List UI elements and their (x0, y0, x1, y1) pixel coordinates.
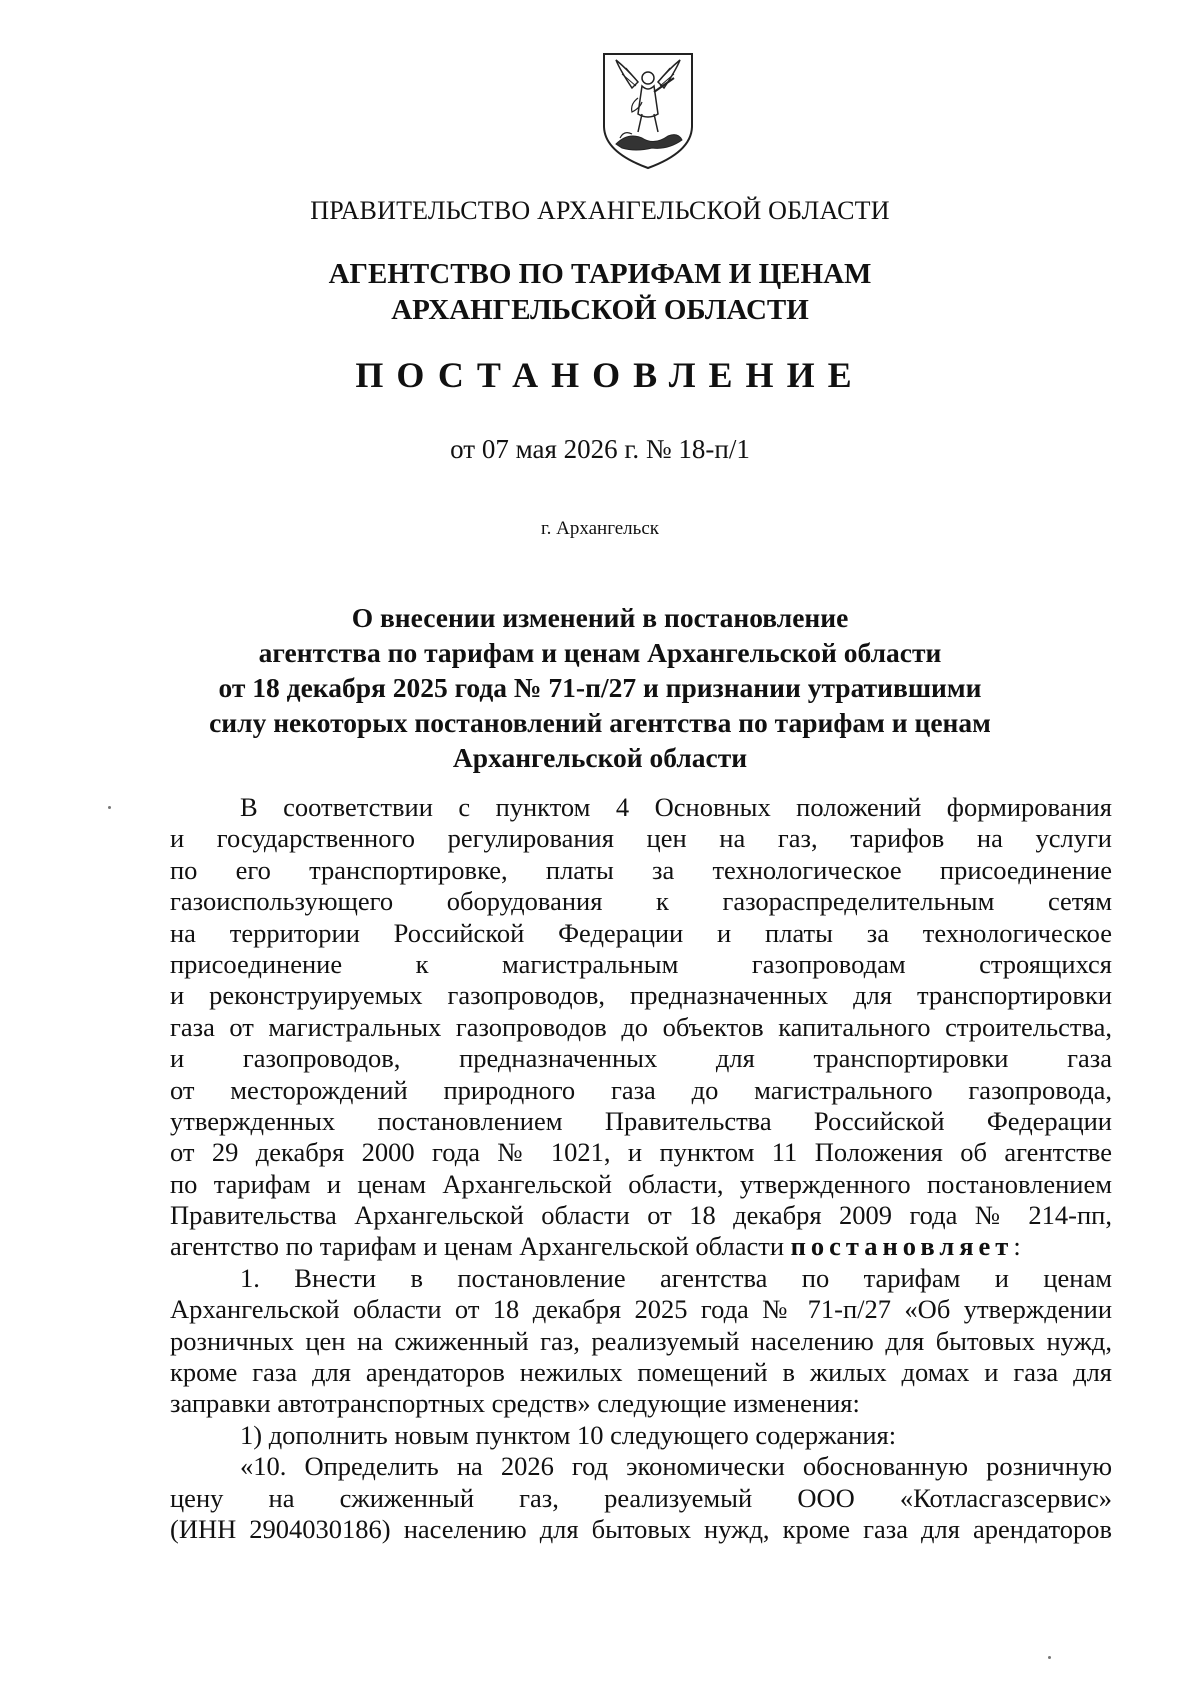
government-name: ПРАВИТЕЛЬСТВО АРХАНГЕЛЬСКОЙ ОБЛАСТИ (310, 196, 890, 225)
body-line: по тарифам и ценам Архангельской области, утвержденного постановлением (170, 1168, 1112, 1199)
body-line: и государственного регулирования цен на газ, тарифов на услуги (170, 823, 1112, 854)
resolves-colon: : (1013, 1231, 1021, 1262)
agency-name (0, 256, 1200, 328)
document-type: ПОСТАНОВЛЕНИЕ (355, 355, 865, 395)
body-line: кроме газа для арендаторов нежилых помещений в жилых домах и газа для (170, 1357, 1112, 1388)
document-title (0, 600, 1200, 775)
body-line: цену на сжиженный газ, реализуемый ООО «Котласгазсервис» (170, 1482, 1112, 1513)
body-line (170, 1231, 1112, 1262)
body-paragraph-1 (170, 792, 1112, 1263)
document-date-number: от 07 мая 2026 г. № 18-п/1 (450, 434, 750, 464)
body-line: от месторождений природного газа до магистрального газопровода, (170, 1074, 1112, 1105)
body-line: 1) дополнить новым пунктом 10 следующего содержания: (240, 1419, 897, 1450)
body-line: Архангельской области от 18 декабря 2025 года № 71-п/27 «Об утверждении (170, 1294, 1112, 1325)
body-line: розничных цен на сжиженный газ, реализуемый населению для бытовых нужд, (170, 1325, 1112, 1356)
body-line: по его транспортировке, платы за технологическое присоединение (170, 854, 1112, 885)
body-line: на территории Российской Федерации и платы за технологическое (170, 917, 1112, 948)
body-line: присоединение к магистральным газопроводам строящихся (170, 948, 1112, 979)
agency-name-line-1: АГЕНТСТВО ПО ТАРИФАМ И ЦЕНАМ (328, 258, 872, 290)
body-line: заправки автотранспортных средств» следующие изменения: (170, 1388, 860, 1419)
body-line: газа от магистральных газопроводов до объектов капитального строительства, (170, 1011, 1112, 1042)
body-line: от 29 декабря 2000 года № 1021, и пунктом 11 Положения об агентстве (170, 1137, 1112, 1168)
body-paragraph-4 (170, 1451, 1112, 1545)
title-line: силу некоторых постановлений агентства по тарифам и ценам (209, 707, 991, 738)
title-line: агентства по тарифам и ценам Архангельской области (258, 637, 942, 668)
title-line: от 18 декабря 2025 года № 71-п/27 и признании утратившими (218, 672, 982, 703)
body-line: утвержденных постановлением Правительства Российской Федерации (170, 1105, 1112, 1136)
title-line: Архангельской области (452, 742, 748, 773)
body-line: В соответствии с пунктом 4 Основных положений формирования (240, 792, 1112, 822)
document-body (170, 792, 1112, 1545)
document-city: г. Архангельск (540, 518, 659, 539)
resolves-word: постановляет (790, 1231, 1014, 1262)
scan-speck (108, 806, 111, 809)
title-line: О внесении изменений в постановление (351, 602, 849, 633)
body-line: 1. Внести в постановление агентства по тарифам и ценам (240, 1262, 1112, 1293)
body-line-text: агентство по тарифам и ценам Архангельской области (170, 1231, 785, 1262)
body-paragraph-2 (170, 1263, 1112, 1420)
body-line: и реконструируемых газопроводов, предназначенных для транспортировки (170, 980, 1112, 1011)
body-paragraph-3 (170, 1420, 1112, 1451)
body-line: и газопроводов, предназначенных для транспортировки газа (170, 1043, 1112, 1074)
body-line: «10. Определить на 2026 год экономически обоснованную розничную (240, 1451, 1112, 1482)
agency-name-line-2: АРХАНГЕЛЬСКОЙ ОБЛАСТИ (391, 294, 809, 326)
scan-speck (1048, 1656, 1051, 1659)
body-line: газоиспользующего оборудования к газораспределительным сетям (170, 886, 1112, 917)
body-line: (ИНН 2904030186) населению для бытовых нужд, кроме газа для арендаторов (170, 1513, 1112, 1544)
coat-of-arms-emblem (598, 48, 698, 172)
body-line: Правительства Архангельской области от 18 декабря 2009 года № 214-пп, (170, 1200, 1112, 1231)
